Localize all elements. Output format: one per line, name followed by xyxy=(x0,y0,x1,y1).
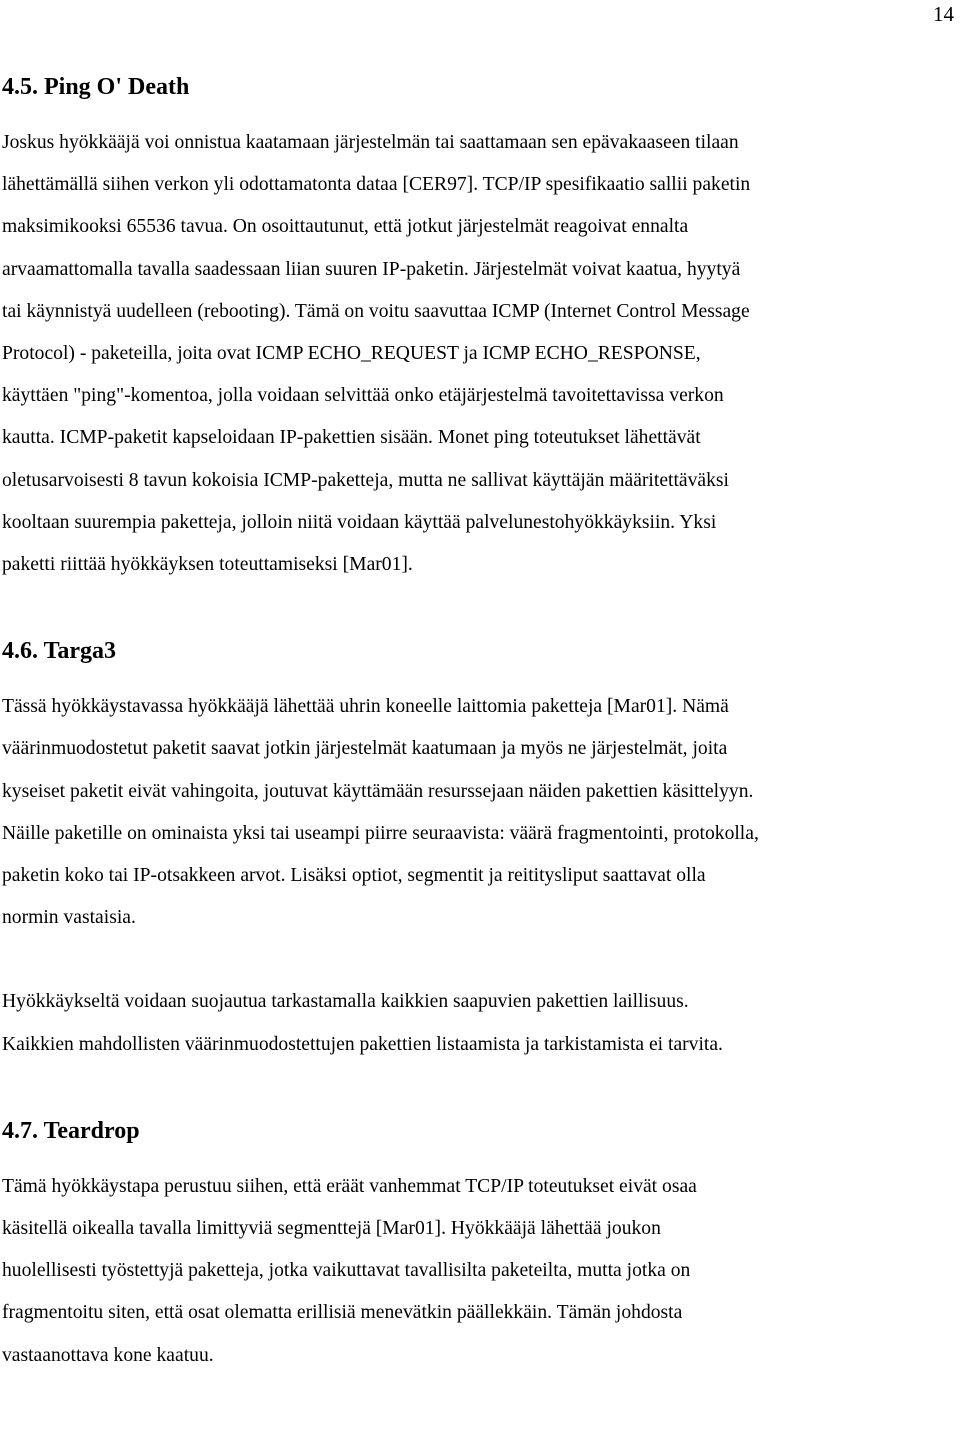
text-line: Tämä hyökkäystapa perustuu siihen, että eräät vanhemmat TCP/IP toteutukset eivät osaa xyxy=(2,1175,697,1197)
text-line: kyseiset paketit eivät vahingoita, joutuvat käyttämään resurssejaan näiden pakettien käsittelyyn. xyxy=(2,780,754,802)
section-heading: 4.7. Teardrop xyxy=(2,1117,140,1144)
section-targa3 xyxy=(2,628,958,1066)
section-ping-of-death xyxy=(2,64,958,586)
text-line: käyttäen "ping"-komentoa, jolla voidaan selvittää onko etäjärjestelmä tavoitettavissa verkon xyxy=(2,385,724,407)
section-heading: 4.5. Ping O' Death xyxy=(2,74,190,100)
text-line: väärinmuodostetut paketit saavat jotkin järjestelmät kaatumaan ja myös ne järjestelmät, joita xyxy=(2,738,728,760)
text-line: Näille paketille on ominaista yksi tai useampi piirre seuraavista: väärä fragmentointi, protokolla, xyxy=(2,822,759,844)
section-teardrop xyxy=(2,1108,958,1377)
paragraph xyxy=(2,981,958,1065)
text-line: huolellisesti työstettyjä paketteja, jotka vaikuttavat tavallisilta paketeilta, mutta jotka on xyxy=(2,1260,691,1282)
document-body xyxy=(2,64,958,1377)
paragraph xyxy=(2,122,958,586)
text-line: vastaanottava kone kaatuu. xyxy=(2,1344,214,1366)
text-line: paketin koko tai IP-otsakkeen arvot. Lisäksi optiot, segmentit ja reititysliput saattavat olla xyxy=(2,865,706,887)
text-line: kautta. ICMP-paketit kapseloidaan IP-pakettien sisään. Monet ping toteutukset lähettävät xyxy=(2,427,701,449)
text-line: fragmentoitu siten, että osat olematta erillisiä menevätkin päällekkäin. Tämän johdosta xyxy=(2,1302,683,1324)
text-line: maksimikooksi 65536 tavua. On osoittautunut, että jotkut järjestelmät reagoivat ennalta xyxy=(2,216,689,238)
text-line: käsitellä oikealla tavalla limittyviä segmenttejä [Mar01]. Hyökkääjä lähettää joukon xyxy=(2,1218,661,1240)
text-line: Kaikkien mahdollisten väärinmuodostettujen pakettien listaamista ja tarkistamista ei tarvita. xyxy=(2,1033,723,1055)
text-line: Tässä hyökkäystavassa hyökkääjä lähettää uhrin koneelle laittomia paketteja [Mar01]. Nämä xyxy=(2,696,729,718)
text-line: Protocol) - paketeilla, joita ovat ICMP ECHO_REQUEST ja ICMP ECHO_RESPONSE, xyxy=(2,343,701,365)
text-line: arvaamattomalla tavalla saadessaan liian suuren IP-paketin. Järjestelmät voivat kaatua, hyytyä xyxy=(2,258,741,280)
text-line: normin vastaisia. xyxy=(2,907,136,929)
text-line: paketti riittää hyökkäyksen toteuttamiseksi [Mar01]. xyxy=(2,554,413,576)
text-line: kooltaan suurempia paketteja, jolloin niitä voidaan käyttää palvelunestohyökkäyksiin. Yksi xyxy=(2,511,717,533)
page-number: 14 xyxy=(933,2,954,26)
text-line: Joskus hyökkääjä voi onnistua kaatamaan järjestelmän tai saattamaan sen epävakaaseen tilaan xyxy=(2,132,739,153)
paragraph xyxy=(2,1166,958,1377)
text-line: Hyökkäykseltä voidaan suojautua tarkastamalla kaikkien saapuvien pakettien laillisuus. xyxy=(2,991,689,1013)
paragraph xyxy=(2,686,958,939)
text-line: tai käynnistyä uudelleen (rebooting). Tämä on voitu saavuttaa ICMP (Internet Control Message xyxy=(2,300,750,322)
text-line: oletusarvoisesti 8 tavun kokoisia ICMP-paketteja, mutta ne sallivat käyttäjän määritettäväksi xyxy=(2,469,729,491)
text-line: lähettämällä siihen verkon yli odottamatonta dataa [CER97]. TCP/IP spesifikaatio sallii paketin xyxy=(2,174,751,196)
section-heading: 4.6. Targa3 xyxy=(2,638,117,665)
